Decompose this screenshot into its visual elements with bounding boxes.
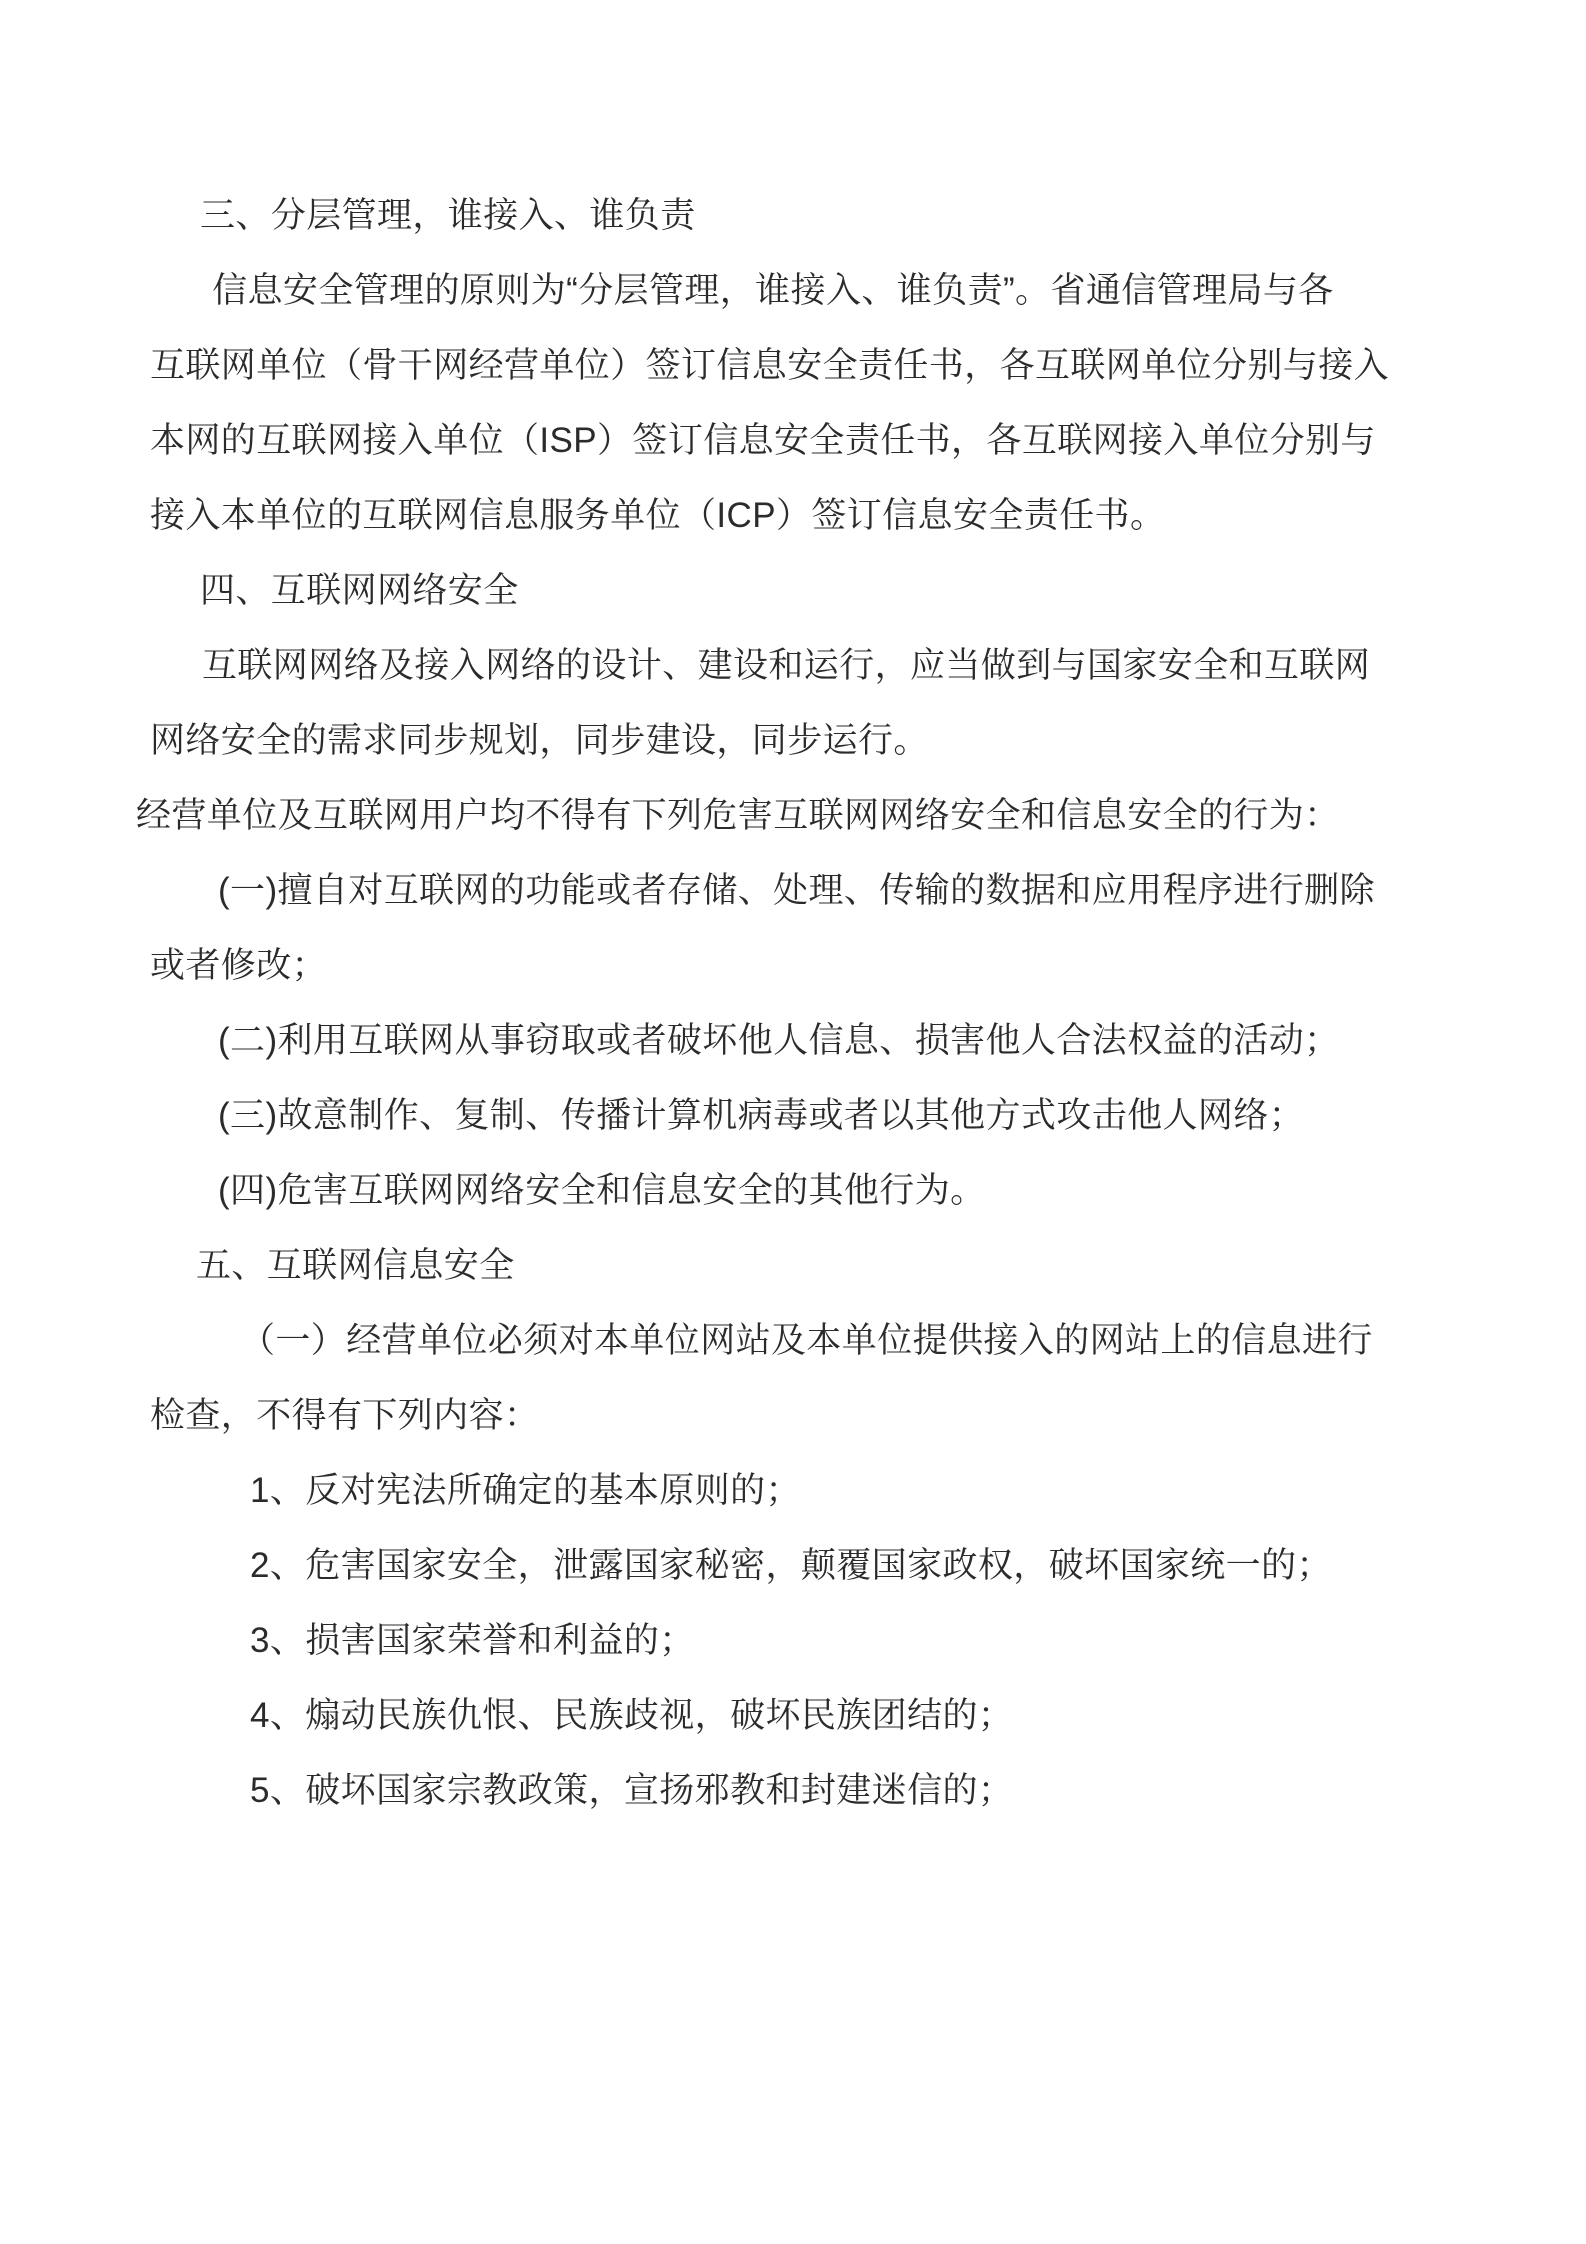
list-item: (四)危害互联网网络安全和信息安全的其他行为。 [218,1171,986,1210]
document-body [136,178,1436,1828]
section-heading-three: 三、分层管理，谁接入、谁负责 [200,196,696,235]
numbered-list-item: 4、煽动民族仇恨、民族歧视，破坏民族团结的； [250,1696,1014,1735]
numbered-list-item: 5、破坏国家宗教政策，宣扬邪教和封建迷信的； [250,1771,1014,1810]
sub-list-item: （一）经营单位必须对本单位网站及本单位提供接入的网站上的信息进行 [240,1321,1373,1360]
sub-list-item-continuation: 检查，不得有下列内容： [150,1396,540,1435]
paragraph-line: 接入本单位的互联网信息服务单位（ICP）签订信息安全责任书。 [150,496,1166,535]
paragraph-line: 经营单位及互联网用户均不得有下列危害互联网网络安全和信息安全的行为： [136,796,1340,835]
numbered-list-item: 2、危害国家安全，泄露国家秘密，颠覆国家政权，破坏国家统一的； [250,1546,1332,1585]
section-heading-five: 五、互联网信息安全 [196,1246,515,1285]
numbered-list-item: 3、损害国家荣誉和利益的； [250,1621,695,1660]
paragraph-line: 互联网单位（骨干网经营单位）签订信息安全责任书，各互联网单位分别与接入 [150,346,1390,385]
paragraph-line: 互联网网络及接入网络的设计、建设和运行，应当做到与国家安全和互联网 [202,646,1371,685]
numbered-list-item: 1、反对宪法所确定的基本原则的； [250,1471,801,1510]
list-item: (三)故意制作、复制、传播计算机病毒或者以其他方式攻击他人网络； [218,1096,1305,1135]
paragraph-line: 网络安全的需求同步规划，同步建设，同步运行。 [150,721,929,760]
paragraph-line: 信息安全管理的原则为“分层管理，谁接入、谁负责”。省通信管理局与各 [202,271,1334,310]
list-item: (二)利用互联网从事窃取或者破坏他人信息、损害他人合法权益的活动； [218,1021,1340,1060]
paragraph-line: 本网的互联网接入单位（ISP）签订信息安全责任书，各互联网接入单位分别与 [150,421,1376,460]
list-item: (一)擅自对互联网的功能或者存储、处理、传输的数据和应用程序进行删除 [218,871,1375,910]
list-item-continuation: 或者修改； [150,946,328,985]
section-heading-four: 四、互联网网络安全 [200,571,519,610]
